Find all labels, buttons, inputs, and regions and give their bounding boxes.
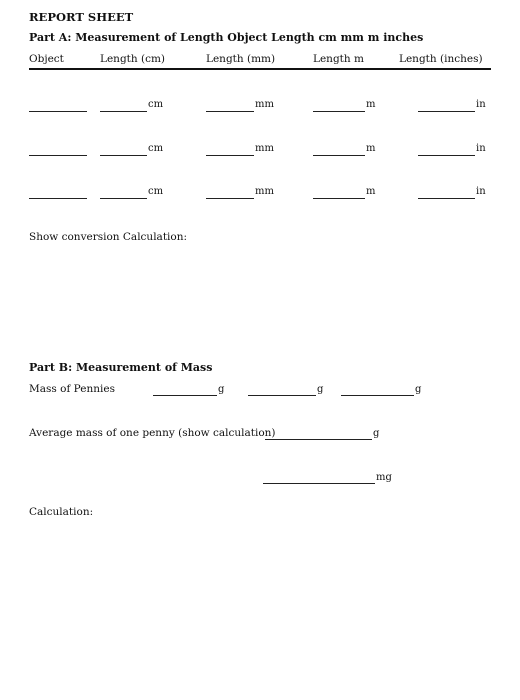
length-cm-blank[interactable]: [100, 155, 147, 156]
length-m-blank[interactable]: [313, 155, 365, 156]
length-in-blank[interactable]: [418, 111, 475, 112]
column-header-object: Object: [29, 53, 64, 65]
unit-label: cm: [148, 186, 164, 197]
column-header-length-m: Length m: [313, 53, 364, 65]
unit-label: g: [415, 384, 422, 395]
unit-label: mm: [255, 143, 274, 154]
average-mass-mg-blank[interactable]: [263, 483, 375, 484]
mass-blank-1[interactable]: [153, 395, 217, 396]
object-blank[interactable]: [29, 111, 87, 112]
unit-label: in: [476, 186, 486, 197]
length-mm-blank[interactable]: [206, 198, 254, 199]
average-mass-blank[interactable]: [265, 439, 372, 440]
unit-label: m: [366, 186, 376, 197]
mass-of-pennies-label: Mass of Pennies: [29, 383, 115, 395]
column-header-length-mm: Length (mm): [206, 53, 276, 65]
length-cm-blank[interactable]: [100, 198, 147, 199]
unit-label: g: [373, 428, 380, 439]
column-header-length-inches: Length (inches): [399, 53, 483, 65]
length-mm-blank[interactable]: [206, 111, 254, 112]
unit-label: mm: [255, 99, 274, 110]
unit-label: cm: [148, 143, 164, 154]
unit-label: g: [317, 384, 324, 395]
part-a-heading: Part A: Measurement of Length Object Length cm mm m inches: [29, 31, 424, 44]
unit-label: g: [218, 384, 225, 395]
column-header-length-cm: Length (cm): [100, 53, 166, 65]
length-cm-blank[interactable]: [100, 111, 147, 112]
mass-blank-2[interactable]: [248, 395, 316, 396]
part-b-heading: Part B: Measurement of Mass: [29, 361, 213, 374]
object-blank[interactable]: [29, 155, 87, 156]
unit-label: in: [476, 99, 486, 110]
conversion-calculation-label: Show conversion Calculation:: [29, 231, 188, 243]
page-title: REPORT SHEET: [29, 10, 134, 24]
length-in-blank[interactable]: [418, 155, 475, 156]
length-m-blank[interactable]: [313, 198, 365, 199]
length-m-blank[interactable]: [313, 111, 365, 112]
header-divider: [29, 68, 491, 70]
calculation-label: Calculation:: [29, 506, 94, 518]
unit-label: mg: [376, 472, 392, 483]
unit-label: cm: [148, 99, 164, 110]
length-mm-blank[interactable]: [206, 155, 254, 156]
mass-blank-3[interactable]: [341, 395, 414, 396]
length-in-blank[interactable]: [418, 198, 475, 199]
unit-label: mm: [255, 186, 274, 197]
object-blank[interactable]: [29, 198, 87, 199]
unit-label: in: [476, 143, 486, 154]
unit-label: m: [366, 99, 376, 110]
unit-label: m: [366, 143, 376, 154]
average-mass-label: Average mass of one penny (show calculation): [29, 427, 276, 439]
